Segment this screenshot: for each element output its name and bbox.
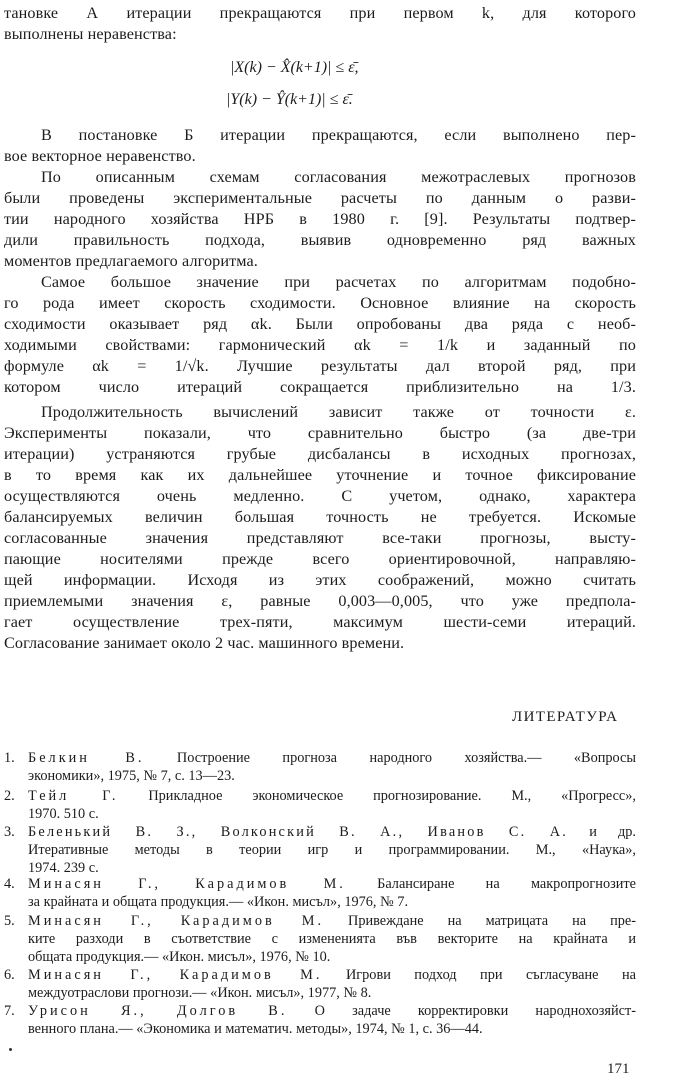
text-line: тии народного хозяйства НРБ в 1980 г. [9]. Результаты подтвер- [4, 210, 636, 228]
text-line: Согласование занимает около 2 час. машинного времени. [4, 634, 405, 652]
reference-text: 1974. 239 с. [28, 860, 99, 876]
text-line: тановке А итерации прекращаются при первом k, для которого [4, 4, 636, 22]
text-line: моментов предлагаемого алгоритма. [4, 252, 258, 270]
text-line: осуществляются очень медленно. С учетом, однако, характера [4, 487, 636, 505]
reference-text: ките разходи в съответствие с измененията във векторите на крайната и [28, 931, 636, 947]
reference-item [4, 875, 636, 911]
inequality-formula-y: |Y(k) − Ŷ(k+1)| ≤ ε̄. [226, 91, 353, 108]
reference-authors: Минасян Г., Карадимов М. [28, 913, 325, 929]
reference-authors: Тейл Г. [28, 788, 119, 804]
references-heading: ЛИТЕРАТУРА [512, 709, 619, 725]
reference-number: 5. [4, 913, 15, 929]
print-speck [9, 1048, 12, 1051]
reference-text: Построение прогноза народного хозяйства.— «Вопросы [176, 750, 637, 766]
text-line: В постановке Б итерации прекращаются, если выполнено пер- [41, 126, 636, 144]
reference-authors: Белкин В. [28, 750, 145, 766]
text-line: щей информации. Исходя из этих соображений, можно считать [4, 571, 636, 589]
reference-text: и др. [589, 824, 636, 840]
text-line: котором число итераций сокращается приблизительно на 1/3. [4, 378, 636, 396]
reference-text: 1970. 510 с. [28, 806, 99, 822]
reference-item [4, 1002, 636, 1038]
text-line: были проведены экспериментальные расчеты по данным о разви- [4, 189, 636, 207]
text-line: ходимыми свойствами: гармонический αk = 1/k и заданный по [4, 336, 636, 354]
reference-number: 2. [4, 788, 15, 804]
text-line: сходимости оказывает ряд αk. Были опробованы два ряда с необ- [4, 315, 636, 333]
text-line: го рода имеет скорость сходимости. Основное влияние на скорость [4, 294, 636, 312]
reference-authors: Урисон Я., Долгов В. [28, 1003, 288, 1019]
text-line: По описанным схемам согласования межотраслевых прогнозов [41, 168, 636, 186]
reference-item [4, 749, 636, 785]
text-line: гает осуществление трех-пяти, максимум шести-семи итераций. [4, 613, 636, 631]
reference-number: 7. [4, 1003, 15, 1019]
reference-text: Итеративные методы в теории игр и программировании. М., «Наука», [28, 842, 636, 858]
text-line: балансируемых величин большая точность не требуется. Искомые [4, 508, 636, 526]
reference-text: Игрови подход при съгласуване на [345, 967, 636, 983]
reference-number: 4. [4, 876, 15, 892]
text-line: итерации) устраняются грубые дисбалансы в исходных прогнозах, [4, 445, 636, 463]
reference-text: междуотраслови прогнози.— «Икон. мисъл», 1977, № 8. [28, 985, 372, 1001]
reference-text: Прикладное экономическое прогнозирование. М., «Прогресс», [148, 788, 636, 804]
reference-authors: Минасян Г., Карадимов М. [28, 967, 323, 983]
text-line: Самое большое значение при расчетах по алгоритмам подобно- [41, 273, 636, 291]
reference-text: экономики», 1975, № 7, с. 13—23. [28, 768, 235, 784]
reference-authors: Беленький В. З., Волконский В. А., Иванов С. А. [28, 824, 569, 840]
reference-text: за крайната и общата продукция.— «Икон. мисъл», 1976, № 7. [28, 894, 409, 910]
reference-item [4, 823, 636, 877]
reference-text: О задаче корректировки народнохозяйст- [314, 1003, 636, 1019]
reference-authors: Минасян Г., Карадимов М. [28, 876, 346, 892]
text-line: согласованные значения представляют все-таки прогнозы, высту- [4, 529, 636, 547]
reference-text: Привеждане на матрицата на пре- [348, 913, 636, 929]
reference-number: 6. [4, 967, 15, 983]
reference-item [4, 912, 636, 966]
text-line: пающие носителями прежде всего ориентировочной, направляю- [4, 550, 636, 568]
text-line: в то время как их дальнейшее уточнение и точное фиксирование [4, 466, 636, 484]
text-line: выполнены неравенства: [4, 25, 177, 43]
text-line: формуле αk = 1/√k. Лучшие результаты дал второй ряд, при [4, 357, 636, 375]
reference-number: 3. [4, 824, 15, 840]
inequality-formula-x: |X(k) − X̂(k+1)| ≤ ε̄, [230, 59, 359, 76]
reference-text: Балансиране на макропрогнозите [377, 876, 636, 892]
reference-item [4, 787, 636, 823]
reference-text: венного плана.— «Экономика и математич. методы», 1974, № 1, с. 36—44. [28, 1021, 483, 1037]
text-line: Эксперименты показали, что сравнительно быстро (за две-три [4, 424, 636, 442]
reference-number: 1. [4, 750, 15, 766]
reference-item [4, 966, 636, 1002]
text-line: дили правильность подхода, выявив одновременно ряд важных [4, 231, 636, 249]
reference-text: общата продукция.— «Икон. мисъл», 1976, № 10. [28, 949, 331, 965]
text-line: Продолжительность вычислений зависит также от точности ε. [41, 403, 636, 421]
page-number: 171 [607, 1061, 630, 1077]
text-line: вое векторное неравенство. [4, 147, 196, 165]
text-line: приемлемыми значения ε, равные 0,003—0,005, что уже предпола- [4, 592, 636, 610]
